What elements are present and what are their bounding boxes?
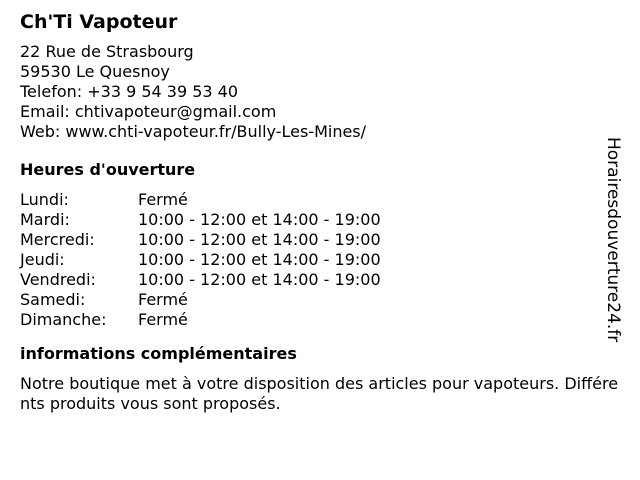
day-hours: Fermé <box>138 310 188 329</box>
day-hours: 10:00 - 12:00 et 14:00 - 19:00 <box>138 210 381 229</box>
day-label: Dimanche: <box>20 310 107 329</box>
hours-row-tuesday <box>20 210 628 230</box>
hours-list <box>20 190 628 330</box>
business-card <box>20 10 628 414</box>
day-label: Vendredi: <box>20 270 96 289</box>
email-line: Email: chtivapoteur@gmail.com <box>20 102 277 121</box>
day-hours: 10:00 - 12:00 et 14:00 - 19:00 <box>138 270 381 289</box>
day-hours: 10:00 - 12:00 et 14:00 - 19:00 <box>138 230 381 249</box>
site-watermark: Horairesdouverture24.fr <box>603 137 623 343</box>
phone-line: Telefon: +33 9 54 39 53 40 <box>20 82 239 101</box>
hours-heading: Heures d'ouverture <box>20 160 196 179</box>
day-label: Mardi: <box>20 210 70 229</box>
hours-row-friday <box>20 270 628 290</box>
day-label: Jeudi: <box>20 250 65 269</box>
info-description: Notre boutique met à votre disposition des articles pour vapoteurs. Différents produits vous sont proposés. <box>20 374 619 413</box>
day-hours: Fermé <box>138 290 188 309</box>
hours-row-wednesday <box>20 230 628 250</box>
hours-row-sunday <box>20 310 628 330</box>
address-line-1: 22 Rue de Strasbourg <box>20 42 194 61</box>
day-label: Mercredi: <box>20 230 95 249</box>
day-label: Lundi: <box>20 190 69 209</box>
business-name: Ch'Ti Vapoteur <box>20 11 178 33</box>
hours-row-monday <box>20 190 628 210</box>
day-hours: Fermé <box>138 190 188 209</box>
day-label: Samedi: <box>20 290 86 309</box>
address-line-2: 59530 Le Quesnoy <box>20 62 170 81</box>
hours-row-thursday <box>20 250 628 270</box>
day-hours: 10:00 - 12:00 et 14:00 - 19:00 <box>138 250 381 269</box>
info-heading: informations complémentaires <box>20 344 297 363</box>
hours-row-saturday <box>20 290 628 310</box>
web-line: Web: www.chti-vapoteur.fr/Bully-Les-Mines/ <box>20 122 367 141</box>
